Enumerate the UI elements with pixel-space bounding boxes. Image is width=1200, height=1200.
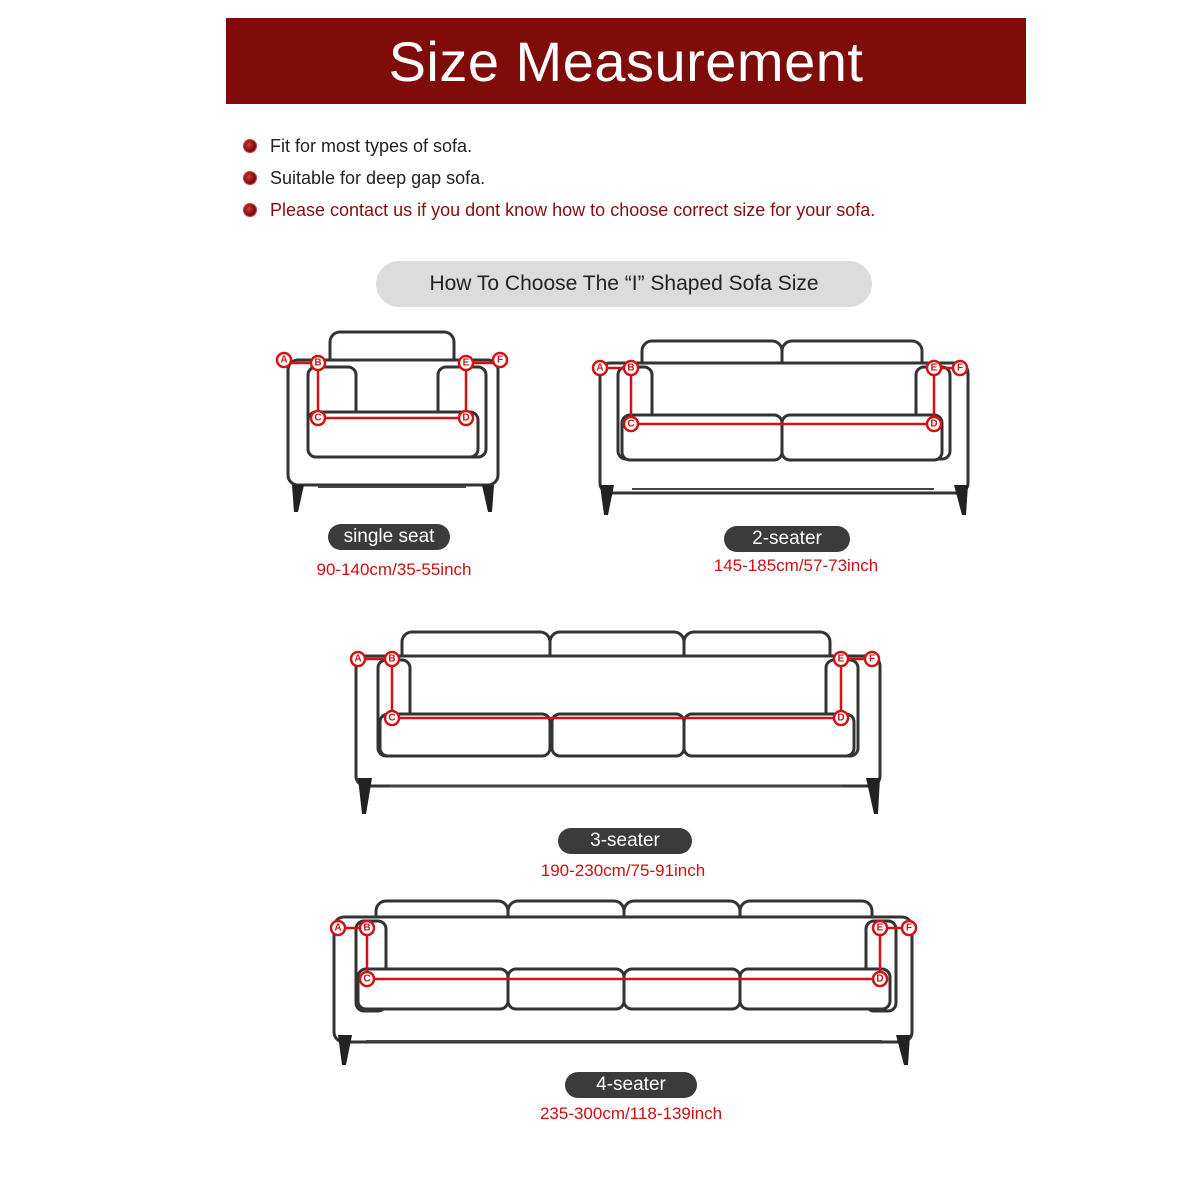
- svg-text:A: A: [596, 362, 604, 374]
- svg-text:F: F: [905, 922, 913, 934]
- svg-text:A: A: [354, 653, 362, 665]
- marker-a: [351, 652, 365, 666]
- marker-a: [331, 921, 345, 935]
- feature-list: [244, 130, 875, 226]
- bullet-icon: [244, 172, 256, 184]
- page-title: Size Measurement: [388, 29, 864, 93]
- sofa-type-badge: [558, 828, 692, 854]
- marker-b: [624, 361, 638, 375]
- section-heading: [376, 261, 872, 307]
- marker-a: [593, 361, 607, 375]
- sofa-type-badge: [724, 526, 850, 552]
- bullet-icon: [244, 204, 256, 216]
- svg-text:E: E: [930, 362, 938, 374]
- header-banner: [226, 18, 1026, 104]
- marker-b: [385, 652, 399, 666]
- bullet-icon: [244, 140, 256, 152]
- feature-text: Fit for most types of sofa.: [270, 135, 473, 156]
- marker-b: [311, 356, 325, 370]
- svg-text:D: D: [837, 712, 845, 724]
- marker-c: [360, 972, 374, 986]
- marker-d: [459, 411, 473, 425]
- svg-text:B: B: [363, 922, 371, 934]
- sofa-type-badge: [565, 1072, 697, 1098]
- sofa-size-range: 90-140cm/35-55inch: [316, 560, 472, 579]
- svg-text:F: F: [956, 362, 964, 374]
- svg-text:D: D: [930, 418, 938, 430]
- svg-text:F: F: [868, 653, 876, 665]
- marker-d: [873, 972, 887, 986]
- svg-text:C: C: [627, 418, 635, 430]
- sofa-type-label: single seat: [343, 526, 435, 547]
- three-seater-sofa-illustration: [346, 626, 886, 821]
- feature-text: Please contact us if you dont know how to choose correct size for your sofa.: [270, 199, 876, 220]
- svg-text:B: B: [388, 653, 396, 665]
- svg-text:A: A: [280, 354, 288, 366]
- sofa-size-range: 190-230cm/75-91inch: [540, 861, 706, 880]
- feature-text: Suitable for deep gap sofa.: [270, 167, 486, 188]
- svg-text:C: C: [314, 412, 322, 424]
- feature-item: [244, 162, 875, 194]
- section-heading-text: How To Choose The “I” Shaped Sofa Size: [429, 272, 819, 295]
- marker-e: [459, 356, 473, 370]
- sofa-type-label: 3-seater: [590, 830, 660, 851]
- sofa-type-label: 2-seater: [752, 528, 822, 549]
- svg-text:C: C: [363, 973, 371, 985]
- feature-item: [244, 130, 875, 162]
- sofa-type-badge: [328, 524, 450, 550]
- marker-e: [834, 652, 848, 666]
- svg-text:F: F: [496, 354, 504, 366]
- two-seater-sofa-illustration: [588, 335, 980, 520]
- marker-d: [927, 417, 941, 431]
- marker-b: [360, 921, 374, 935]
- marker-f: [953, 361, 967, 375]
- marker-e: [927, 361, 941, 375]
- marker-f: [493, 353, 507, 367]
- svg-text:C: C: [388, 712, 396, 724]
- marker-a: [277, 353, 291, 367]
- marker-c: [624, 417, 638, 431]
- marker-c: [311, 411, 325, 425]
- single-seat-sofa-illustration: [270, 325, 520, 520]
- four-seater-sofa-illustration: [326, 895, 922, 1070]
- marker-f: [902, 921, 916, 935]
- svg-text:E: E: [837, 653, 845, 665]
- svg-text:E: E: [876, 922, 884, 934]
- feature-item: [244, 194, 875, 226]
- svg-text:B: B: [314, 357, 322, 369]
- marker-e: [873, 921, 887, 935]
- svg-text:D: D: [462, 412, 470, 424]
- sofa-size-range: 145-185cm/57-73inch: [713, 556, 879, 575]
- sofa-size-range: 235-300cm/118-139inch: [539, 1104, 723, 1123]
- marker-d: [834, 711, 848, 725]
- svg-text:E: E: [462, 357, 470, 369]
- svg-text:D: D: [876, 973, 884, 985]
- marker-c: [385, 711, 399, 725]
- marker-f: [865, 652, 879, 666]
- svg-text:B: B: [627, 362, 635, 374]
- sofa-type-label: 4-seater: [596, 1074, 666, 1095]
- svg-text:A: A: [334, 922, 342, 934]
